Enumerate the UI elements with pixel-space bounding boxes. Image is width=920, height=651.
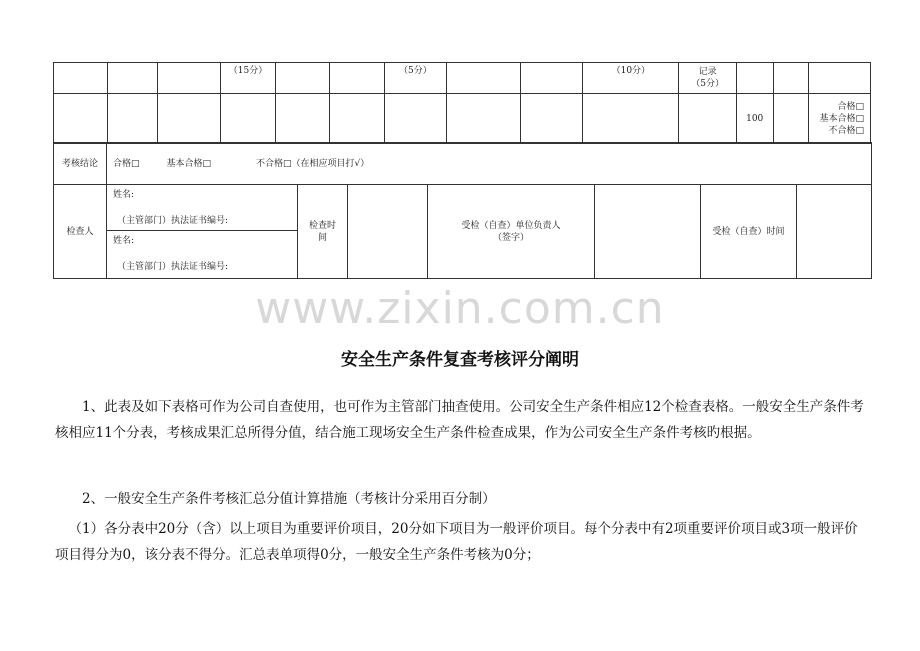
cell [520,63,582,94]
check-time-label: 检查时 间 [298,185,348,279]
score-15: （15分） [220,63,275,94]
name-label: 姓名: [113,190,135,200]
cell [276,94,330,144]
conclusion-label: 考核结论 [54,143,107,185]
cell [520,94,582,144]
result-options: 合格□ 基本合格□ 不合格□ [809,94,871,144]
check-time-value [348,185,428,279]
score-table [53,62,871,144]
score-5: （5分） [384,63,446,94]
paragraph-3: （1）各分表中20分（含）以上项目为重要评价项目，20分如下项目为一般评价项目。每个分表中有2项重要评价项目或3项一般评价项目得分为0，该分表不得分。汇总表单项得0分，一般安全生产条件考核为0分； [55,521,858,563]
cert-label: （主管部门）执法证书编号: [117,216,229,226]
record-score: 记录 （5分） [679,63,736,94]
name-label: 姓名: [113,236,135,246]
inspector-label: 检查人 [54,185,107,279]
cell [679,94,736,144]
cell [158,63,220,94]
cell [773,63,809,94]
total-score: 100 [736,94,773,144]
inspected-time-value [797,185,872,279]
cell [158,94,220,144]
cell [330,94,384,144]
conclusion-text: 合格□ 基本合格□ 不合格□（在相应项目打√） [107,143,872,185]
inspected-time-label: 受检（自查）时间 [701,185,797,279]
conclusion-row [54,143,872,185]
inspector-name-1 [107,185,298,231]
paragraph-1: 1、此表及如下表格可作为公司自查使用，也可作为主管部门抽查使用。公司安全生产条件相应12个检查表格。一般安全生产条件考核相应11个分表，考核成果汇总所得分值，结合施工现场安全生产条件检查成果，作为公司安全生产条件考核旳根据。 [55,399,864,441]
responsible-label: 受检（自查）单位负责人 （签字） [428,185,595,279]
cell [384,94,446,144]
responsible-signature [595,185,701,279]
cell [108,63,158,94]
cell [108,94,158,144]
cell [447,63,521,94]
watermark: www.zixin.com.cn [255,283,665,334]
score-row-2 [54,94,871,144]
cell [809,63,871,94]
cell [583,94,679,144]
cell [736,63,773,94]
inspector-name-2 [107,231,298,279]
cell [276,63,330,94]
cell [54,94,108,144]
cell [330,63,384,94]
inspection-table [53,142,872,279]
score-row-1 [54,63,871,94]
cell [447,94,521,144]
cell [773,94,809,144]
paragraph-2: 2、一般安全生产条件考核汇总分值计算措施（考核计分采用百分制） [82,491,496,507]
cell [220,94,275,144]
score-10: （10分） [583,63,679,94]
cert-label: （主管部门）执法证书编号: [117,262,229,272]
cell [54,63,108,94]
inspector-row-1 [54,185,872,231]
page-title: 安全生产条件复查考核评分阐明 [341,350,579,370]
